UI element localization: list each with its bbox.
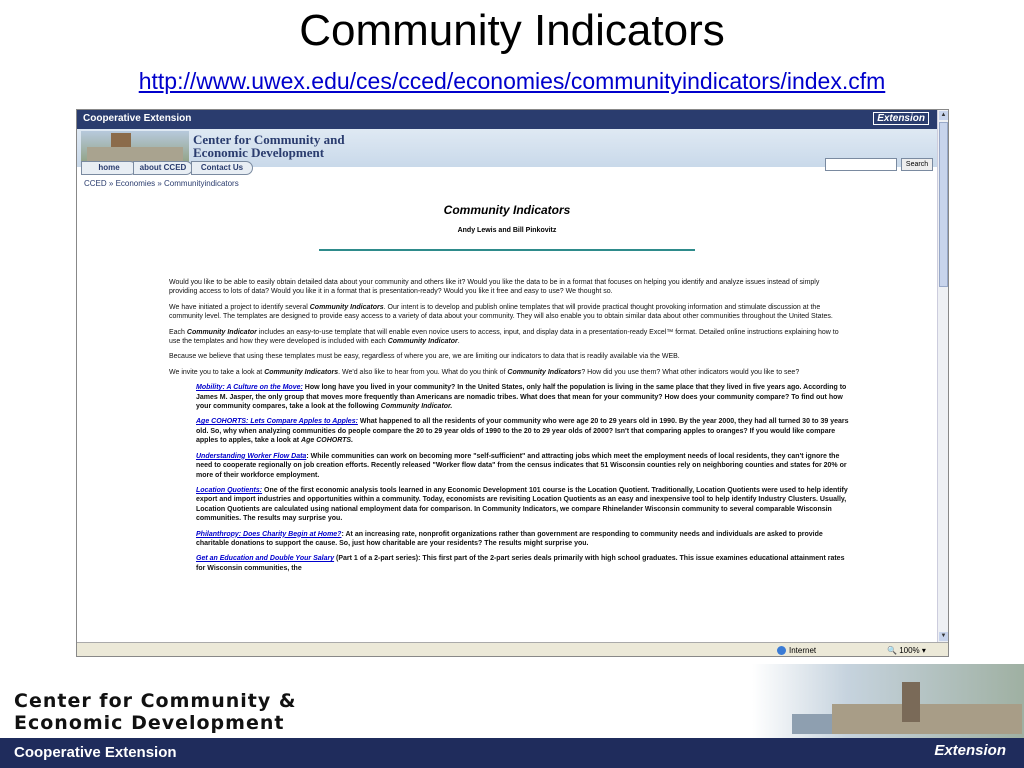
indicator-philanthropy: Philanthropy: Does Charity Begin at Home?: At an increasing rate, nonprofit organizations rather than government are responding to community needs and individuals are asked to provide charitable donations to support the cause. So, just how charitable are your residents? The results might surprise you. xyxy=(196,530,823,547)
article-body xyxy=(169,278,849,579)
town-image xyxy=(81,131,189,165)
slide-title: Community Indicators xyxy=(299,6,725,55)
slide-url-link[interactable]: http://www.uwex.edu/ces/cced/economies/communityindicators/index.cfm xyxy=(138,68,886,94)
intro-paragraph: Would you like to be able to easily obtain detailed data about your community and others like it? Would you like the data to be in a format that focuses on helping you identify and analyze issues instead of simply providing access to lots of data? Would you like it in a format that is presentation-ready? Would you like it free and easy to use? We thought so. xyxy=(169,279,820,296)
indicator-mobility: Mobility: A Culture on the Move: How long have you lived in your community? In the United States, only half the population is living in the same place that they lived in five years ago. According to James M. Jasper, the only group that moves more frequently than Americans are nomadic tribes. What does that mean for your community? How does your community compare? To find out how your community compares, take a look at the following Community Indicator. xyxy=(196,384,847,411)
globe-icon xyxy=(777,646,786,655)
footer-bar xyxy=(0,738,1024,768)
worker-flow-link[interactable]: Understanding Worker Flow Data xyxy=(196,452,307,460)
site-nav xyxy=(77,161,937,176)
vertical-scrollbar[interactable] xyxy=(937,110,948,642)
article-title: Community Indicators xyxy=(443,203,571,217)
web-paragraph: Because we believe that using these templates must be easy, regardless of where you are, we are limiting our indicators to data that is readily available via the WEB. xyxy=(169,353,680,361)
nav-about-cced[interactable]: about CCED xyxy=(133,161,193,175)
indicator-age-cohorts: Age COHORTS: Lets Compare Apples to Apples: What happened to all the residents of your community who were age 20 to 29 years old in 1990. By the year 2000, they had all turned 30 to 39 years old. So, why when analyzing communities do people compare the 20 to 29 year olds of 1990 to the 20 to 29 year olds of 2000? Isn't that comparing apples to oranges? If you would like compare apples to apples, take a look at Age COHORTS. xyxy=(196,418,849,445)
site-banner xyxy=(77,110,937,129)
indicator-worker-flow: Understanding Worker Flow Data: While communities can work on becoming more "self-sufficient" and attracting jobs which meet the employment needs of local residents, they can't ignore the need to cooperate regionally on job creation efforts. Recently released "Worker flow data" from the census indicates that 51 Wisconsin counties rely on neighboring counties and states for 20% or more of their workforce employment. xyxy=(196,452,847,479)
scroll-down-icon[interactable]: ▼ xyxy=(940,633,947,639)
search-button[interactable]: Search xyxy=(901,158,933,171)
footer-center-line1: Center for Community & xyxy=(14,690,297,712)
footer-town-image xyxy=(752,664,1024,738)
age-cohorts-link[interactable]: Age COHORTS: Lets Compare Apples to Apples: xyxy=(196,418,358,426)
invite-paragraph: We invite you to take a look at Community Indicators. We'd also like to hear from you. What do you think of Community Indicators? How did you use them? What other indicators would you like to see? xyxy=(169,368,800,376)
search-input[interactable] xyxy=(825,158,897,171)
template-paragraph: Each Community Indicator includes an easy-to-use template that will enable even novice users to access, input, and display data in a presentation-ready Excel™ format. Detailed online instructions explaining how to use the templates and how they were developed is included with each Community Indicator. xyxy=(169,328,839,346)
indicator-location-quotients: Location Quotients: One of the first economic analysis tools learned in any Economic Development 101 course is the Location Quotient. Traditionally, Location Quotients were used to help identify export and import industries and opportunities within a community. Today, economists are revisiting Location Quotients as an easy and inexpensive tool to help identify Industry Clusters. Usually, Location Quotients are calculated using national employment data for comparison. In Community Indicators, we compare Rhinelander Wisconsin community to several comparable Wisconsin communities. The results may surprise you. xyxy=(196,486,848,523)
zoom-control[interactable]: 🔍 100% ▾ xyxy=(887,646,926,655)
education-link[interactable]: Get an Education and Double Your Salary xyxy=(196,555,335,563)
nav-home[interactable]: home xyxy=(81,161,137,175)
title-divider xyxy=(319,249,695,251)
breadcrumb[interactable]: CCED » Economies » Communityindicators xyxy=(84,179,239,188)
location-quotients-link[interactable]: Location Quotients: xyxy=(196,486,263,494)
footer-coop: Cooperative Extension xyxy=(14,744,177,761)
scroll-up-icon[interactable]: ▲ xyxy=(940,112,947,118)
footer-extension-logo: Extension xyxy=(934,742,1006,759)
banner-title: Cooperative Extension xyxy=(83,113,192,124)
scroll-thumb[interactable] xyxy=(939,122,948,287)
extension-logo[interactable]: Extension xyxy=(873,112,929,125)
project-paragraph: We have initiated a project to identify several Community Indicators. Our intent is to develop and publish online templates that will provide practical thought provoking information and stimulate discussion at the community level. The templates are designed to provide easy access to a variety of data about your community. They will also enable you to obtain similar data about other communities throughout the United States. xyxy=(169,303,833,321)
security-zone: Internet xyxy=(777,646,816,655)
center-name-line2[interactable]: Economic Development xyxy=(193,145,325,160)
center-name-line1[interactable]: Center for Community and xyxy=(193,132,345,147)
zoom-icon: 🔍 xyxy=(887,646,897,655)
mobility-link[interactable]: Mobility: A Culture on the Move: xyxy=(196,384,303,392)
philanthropy-link[interactable]: Philanthropy: Does Charity Begin at Home? xyxy=(196,530,342,538)
status-bar xyxy=(77,642,948,657)
indicator-education: Get an Education and Double Your Salary (Part 1 of a 2-part series): This first part of the 2-part series deals primarily with high school graduates. This issue examines educational attainment rates for Wisconsin communities, the xyxy=(196,555,845,572)
browser-window xyxy=(76,109,949,657)
article-authors: Andy Lewis and Bill Pinkovitz xyxy=(457,227,557,234)
nav-contact-us[interactable]: Contact Us xyxy=(191,161,253,175)
footer-center-line2: Economic Development xyxy=(14,712,285,734)
